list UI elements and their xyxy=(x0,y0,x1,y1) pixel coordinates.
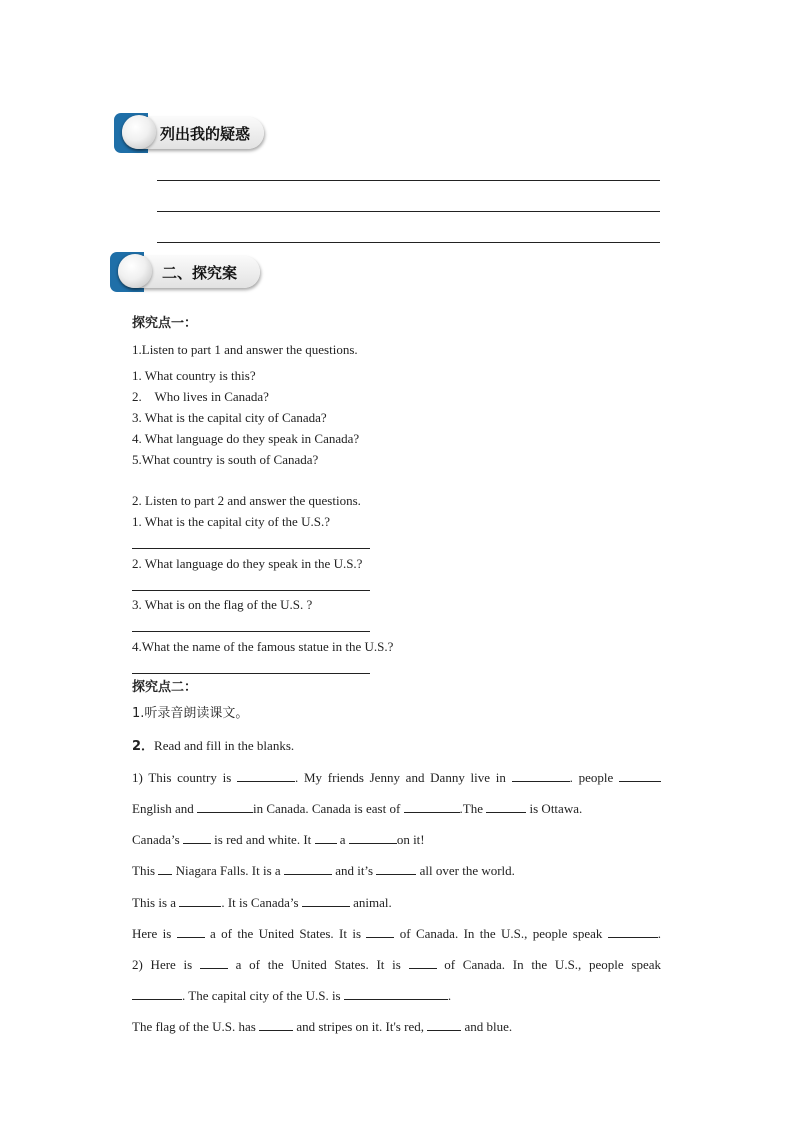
writing-line-3 xyxy=(157,242,660,243)
fill-line-9 xyxy=(132,1018,512,1035)
blank[interactable] xyxy=(302,894,350,907)
fill-text: all over the world. xyxy=(416,863,515,878)
blank[interactable] xyxy=(344,987,448,1000)
fill-text: in Canada. Canada is east of xyxy=(253,801,404,816)
writing-line-2 xyxy=(157,211,660,212)
part1-question-3: 3. What is the capital city of Canada? xyxy=(132,410,327,425)
blank[interactable] xyxy=(404,800,460,813)
fill-text: Canada’s xyxy=(132,832,183,847)
blank[interactable] xyxy=(259,1018,293,1031)
fill-text: a of the United States. It is xyxy=(227,957,409,972)
blank[interactable] xyxy=(197,800,253,813)
fill-text: . The capital city of the U.S. is xyxy=(182,988,344,1003)
answer-line-1[interactable] xyxy=(132,548,370,549)
blank[interactable] xyxy=(366,925,394,938)
blank[interactable] xyxy=(284,862,332,875)
fill-text: and blue. xyxy=(461,1019,513,1034)
part1-question-1: 1. What country is this? xyxy=(132,368,256,383)
blank[interactable] xyxy=(177,925,205,938)
section-header-explore xyxy=(110,255,260,291)
blank[interactable] xyxy=(132,987,182,1000)
answer-line-3[interactable] xyxy=(132,631,370,632)
section-header-doubts xyxy=(114,116,264,152)
section-title-doubts: 列出我的疑惑 xyxy=(160,125,251,143)
part2-question-4: 4.What the name of the famous statue in the U.S.? xyxy=(132,639,394,654)
fill-line-6 xyxy=(132,925,661,942)
part2-intro: 2. Listen to part 2 and answer the questions. xyxy=(132,493,361,508)
blank[interactable] xyxy=(608,925,658,938)
blank[interactable] xyxy=(409,956,437,969)
part1-question-2: 2. Who lives in Canada? xyxy=(132,389,269,404)
blank[interactable] xyxy=(183,831,211,844)
point2-task-2 xyxy=(132,738,294,755)
blank[interactable] xyxy=(619,769,661,782)
fill-text: and it’s xyxy=(331,863,377,878)
fill-text: is red and white. It xyxy=(210,832,315,847)
task-2-number: 2． xyxy=(132,739,155,754)
point1-heading: 探究点一： xyxy=(132,316,198,331)
blank[interactable] xyxy=(158,862,172,875)
part1-question-4: 4. What language do they speak in Canada? xyxy=(132,431,360,446)
answer-line-2[interactable] xyxy=(132,590,370,591)
part2-question-3: 3. What is on the flag of the U.S. ? xyxy=(132,597,313,612)
part2-question-1: 1. What is the capital city of the U.S.? xyxy=(132,514,330,529)
fill-text: . My friends Jenny and Danny live in xyxy=(295,770,512,785)
fill-line-2 xyxy=(132,800,582,817)
fill-text: The flag of the U.S. has xyxy=(132,1019,260,1034)
fill-line-5 xyxy=(132,894,392,911)
writing-line-1 xyxy=(157,180,660,181)
blank[interactable] xyxy=(237,769,295,782)
fill-text: Niagara Falls. It is a xyxy=(172,863,284,878)
fill-text: .The xyxy=(459,801,487,816)
fill-text: 1) This country is xyxy=(132,770,238,785)
fill-text: . people xyxy=(569,770,620,785)
fill-text: of Canada. In the U.S., people speak xyxy=(436,957,662,972)
fill-text: English and xyxy=(132,801,197,816)
fill-text: Here is xyxy=(132,926,177,941)
blank[interactable] xyxy=(349,831,397,844)
fill-text: This xyxy=(132,863,159,878)
part1-intro: 1.Listen to part 1 and answer the questions. xyxy=(132,342,358,357)
fill-line-4 xyxy=(132,862,515,879)
answer-line-4[interactable] xyxy=(132,673,370,674)
part1-question-5: 5.What country is south of Canada? xyxy=(132,452,319,467)
blank[interactable] xyxy=(427,1018,461,1031)
blank[interactable] xyxy=(315,831,337,844)
fill-line-1 xyxy=(132,769,661,786)
fill-line-3 xyxy=(132,831,425,848)
blank[interactable] xyxy=(486,800,526,813)
fill-text: a of the United States. It is xyxy=(204,926,367,941)
point2-heading: 探究点二： xyxy=(132,680,198,695)
task-2-text: Read and fill in the blanks. xyxy=(154,738,295,753)
section-title-explore: 二、探究案 xyxy=(162,264,238,282)
fill-text: is Ottawa. xyxy=(526,801,583,816)
blank[interactable] xyxy=(376,862,416,875)
fill-line-8 xyxy=(132,987,451,1004)
fill-text: on it! xyxy=(396,832,425,847)
fill-text: 2) Here is xyxy=(132,957,200,972)
point2-task-1: 1.听录音朗读课文。 xyxy=(132,706,249,721)
part2-question-2: 2. What language do they speak in the U.S.? xyxy=(132,556,363,571)
fill-text: of Canada. In the U.S., people speak xyxy=(394,926,608,941)
fill-text: . It is Canada’s xyxy=(221,895,302,910)
header-circle-icon xyxy=(118,254,152,288)
blank[interactable] xyxy=(200,956,228,969)
fill-text: . xyxy=(447,988,452,1003)
fill-line-7 xyxy=(132,956,661,973)
fill-text: This is a xyxy=(132,895,180,910)
header-circle-icon xyxy=(122,115,156,149)
fill-text: animal. xyxy=(349,895,392,910)
fill-text: and stripes on it. It's red, xyxy=(293,1019,428,1034)
fill-text: a xyxy=(336,832,349,847)
blank[interactable] xyxy=(512,769,570,782)
blank[interactable] xyxy=(179,894,221,907)
fill-text: . xyxy=(657,926,661,941)
